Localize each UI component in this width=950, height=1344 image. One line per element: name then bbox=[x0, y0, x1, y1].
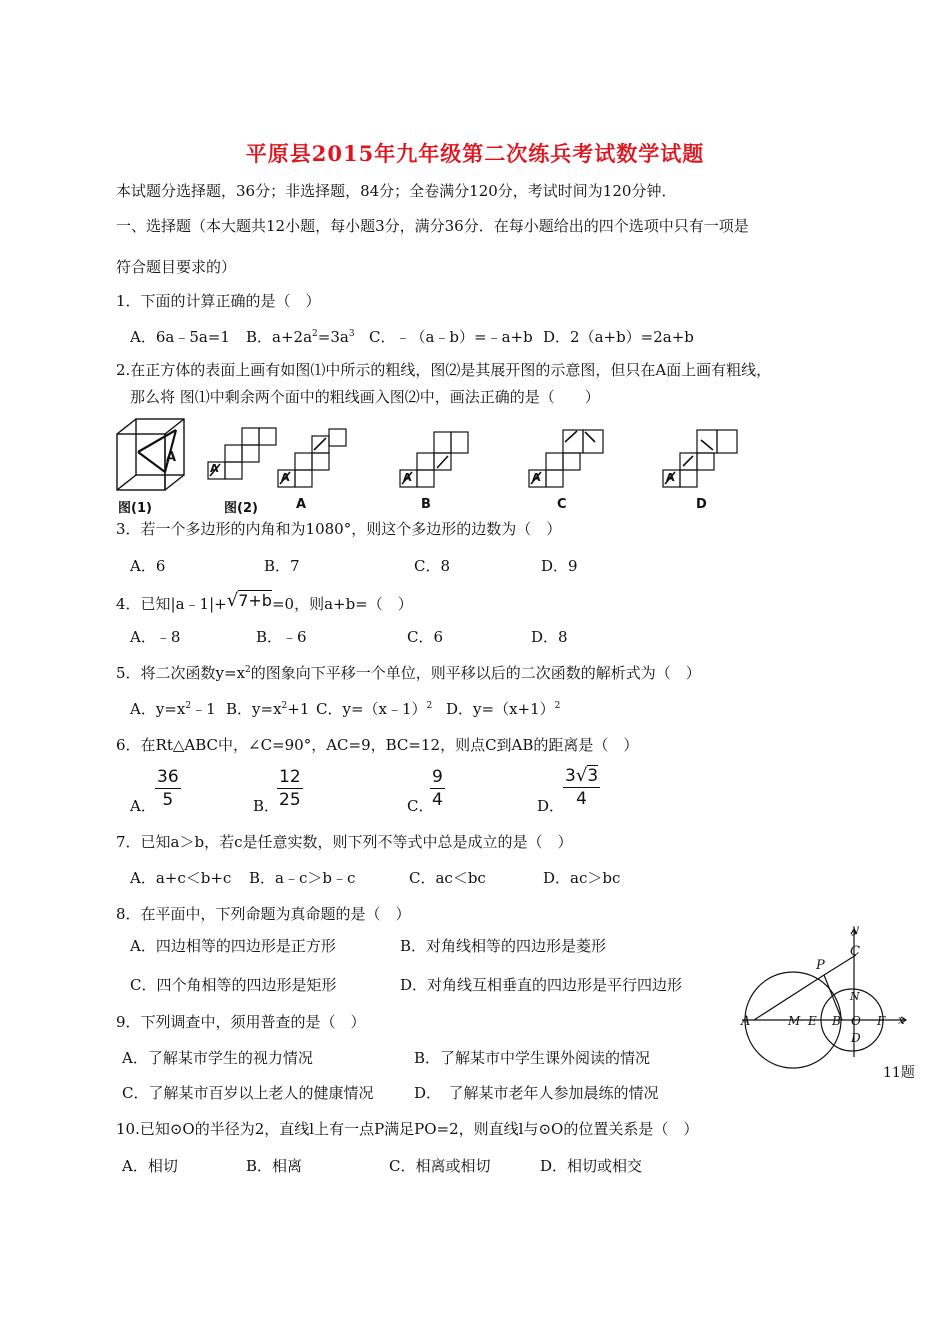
q11-figure bbox=[738, 923, 918, 1063]
q11-label-n: N bbox=[850, 990, 860, 1003]
q2-cube-figure bbox=[114, 416, 194, 494]
section1-heading-cont: 符合题目要求的） bbox=[116, 258, 237, 276]
net-a-face-label: A bbox=[281, 471, 290, 484]
q2-net-fig2 bbox=[206, 424, 278, 484]
net-c-face-label: A bbox=[532, 471, 541, 484]
q1-option-c: C．﹣（a﹣b）=﹣a+b bbox=[369, 328, 533, 346]
q11-label-o: O bbox=[851, 1014, 861, 1028]
fig1-label: 图(1) bbox=[118, 501, 152, 516]
exam-title: 平原县2015年九年级第二次练兵考试数学试题 bbox=[245, 141, 705, 166]
q5-option-c: C．y=（x﹣1）$^2$ bbox=[316, 700, 433, 718]
q5-option-a: A．$y=x^2﹣1$ bbox=[130, 700, 216, 718]
q10-option-c: C．相离或相切 bbox=[389, 1157, 491, 1175]
q4-option-d: D．8 bbox=[531, 628, 568, 646]
net-d-face-label: A bbox=[666, 471, 675, 484]
q11-label-f: F bbox=[877, 1014, 886, 1028]
q11-label-m: M bbox=[788, 1014, 801, 1028]
q2-stem: 2.在正方体的表面上画有如图⑴中所示的粗线，图⑵是其展开图的示意图，但只在A面上画有粗线， bbox=[116, 361, 772, 379]
q8-stem: 8．在平面中，下列命题为真命题的是（ ） bbox=[116, 905, 411, 923]
q8-option-a: A．四边相等的四边形是正方形 bbox=[130, 937, 336, 955]
q8-option-d: D．对角线互相垂直的四边形是平行四边形 bbox=[400, 976, 683, 994]
fig2-face-label: A bbox=[210, 462, 219, 475]
q10-option-b: B．相离 bbox=[246, 1157, 303, 1175]
q2-option-c: C bbox=[557, 497, 567, 512]
q7-option-c: C．ac＜bc bbox=[409, 869, 486, 887]
q5-option-d: D．$y=(x+1)^2$ bbox=[446, 700, 561, 718]
q3-option-a: A．6 bbox=[130, 557, 166, 575]
q7-option-a: A．a+c＜b+c bbox=[130, 869, 232, 887]
q10-option-a: A．相切 bbox=[122, 1157, 178, 1175]
q7-stem: 7．已知a＞b，若c是任意实数，则下列不等式中总是成立的是（ ） bbox=[116, 833, 573, 851]
q2-stem-cont: 那么将 图⑴中剩余两个面中的粗线画入图⑵中，画法正确的是（ ） bbox=[130, 388, 600, 406]
q10-option-d: D．相切或相交 bbox=[540, 1157, 643, 1175]
q4-option-c: C．6 bbox=[407, 628, 444, 646]
exam-intro: 本试题分选择题，36分；非选择题，84分；全卷满分120分，考试时间为120分钟． bbox=[116, 182, 677, 200]
q6-fraction-b: 12 25 bbox=[279, 767, 301, 810]
q9-option-b: B．了解某市中学生课外阅读的情况 bbox=[414, 1049, 651, 1067]
q4-radicand: 7+b bbox=[238, 591, 272, 610]
q4-option-a: A．﹣8 bbox=[130, 628, 181, 646]
q4-option-b: B．﹣6 bbox=[256, 628, 307, 646]
net-b-face-label: A bbox=[403, 471, 412, 484]
q11-label-p: P bbox=[816, 958, 825, 973]
q5-stem: 5．将二次函数$y=x^2$的图象向下平移一个单位，则平移以后的二次函数的解析式为（ ） bbox=[116, 664, 701, 682]
q3-stem: 3．若一个多边形的内角和为1080°，则这个多边形的边数为（ ） bbox=[116, 520, 562, 538]
q7-option-d: D．ac＞bc bbox=[543, 869, 621, 887]
q11-label-x: x bbox=[898, 1013, 905, 1027]
q8-option-c: C．四个角相等的四边形是矩形 bbox=[130, 976, 337, 994]
q6-option-b: B． bbox=[253, 797, 280, 815]
q6-option-c: C． bbox=[407, 797, 434, 815]
q6-option-a: A． bbox=[130, 797, 156, 815]
q2-option-b: B bbox=[421, 497, 431, 512]
q1-option-b: B．$a+2a^2=3a^3$ bbox=[246, 328, 355, 346]
q11-label-b: B bbox=[832, 1014, 841, 1028]
q9-option-d: D． 了解某市老年人参加晨练的情况 bbox=[414, 1084, 659, 1102]
q9-option-c: C．了解某市百岁以上老人的健康情况 bbox=[122, 1084, 374, 1102]
q1-option-d: D．2（a+b）=2a+b bbox=[543, 328, 694, 346]
q6-fraction-a: 36 5 bbox=[157, 767, 179, 810]
q11-label-d: D bbox=[851, 1031, 861, 1045]
q1-option-a: A．6a﹣5a=1 bbox=[130, 328, 230, 346]
q11-label-e: E bbox=[808, 1014, 817, 1028]
q6-fraction-c: 9 4 bbox=[432, 767, 443, 810]
q6-option-d: D． bbox=[537, 797, 565, 815]
q4-stem: 4．已知|a﹣1|+√7+b=0，则a+b=（ ） bbox=[116, 590, 413, 613]
q9-stem: 9．下列调查中，须用普查的是（ ） bbox=[116, 1013, 366, 1031]
q6-fraction-d: 3√3 4 bbox=[565, 765, 599, 809]
q3-option-b: B．7 bbox=[264, 557, 300, 575]
q11-caption: 11题 bbox=[883, 1065, 915, 1081]
q2-option-d: D bbox=[696, 497, 707, 512]
q3-option-c: C．8 bbox=[414, 557, 451, 575]
q6-stem: 6．在Rt△ABC中，∠C=90°，AC=9，BC=12，则点C到AB的距离是（ ） bbox=[116, 736, 639, 754]
q1-stem: 1．下面的计算正确的是（ ） bbox=[116, 292, 321, 310]
q5-option-b: B．$y=x^2+1$ bbox=[226, 700, 310, 718]
q9-option-a: A．了解某市学生的视力情况 bbox=[122, 1049, 313, 1067]
q7-option-b: B．a﹣c＞b﹣c bbox=[249, 869, 356, 887]
q10-stem: 10.已知⊙O的半径为2，直线l上有一点P满足PO=2，则直线l与⊙O的位置关系是（ ） bbox=[116, 1120, 699, 1138]
q8-option-b: B．对角线相等的四边形是菱形 bbox=[400, 937, 607, 955]
q11-label-y: y bbox=[852, 922, 859, 936]
section1-heading: 一、选择题（本大题共12小题，每小题3分，满分36分．在每小题给出的四个选项中只有一项是 bbox=[116, 217, 749, 235]
q11-label-c: C bbox=[850, 944, 860, 959]
q2-option-a: A bbox=[296, 497, 307, 512]
q3-option-d: D．9 bbox=[541, 557, 578, 575]
q11-label-a: A bbox=[741, 1014, 751, 1029]
fig2-label: 图(2) bbox=[224, 501, 258, 516]
cube-face-a-label: A bbox=[166, 450, 177, 465]
